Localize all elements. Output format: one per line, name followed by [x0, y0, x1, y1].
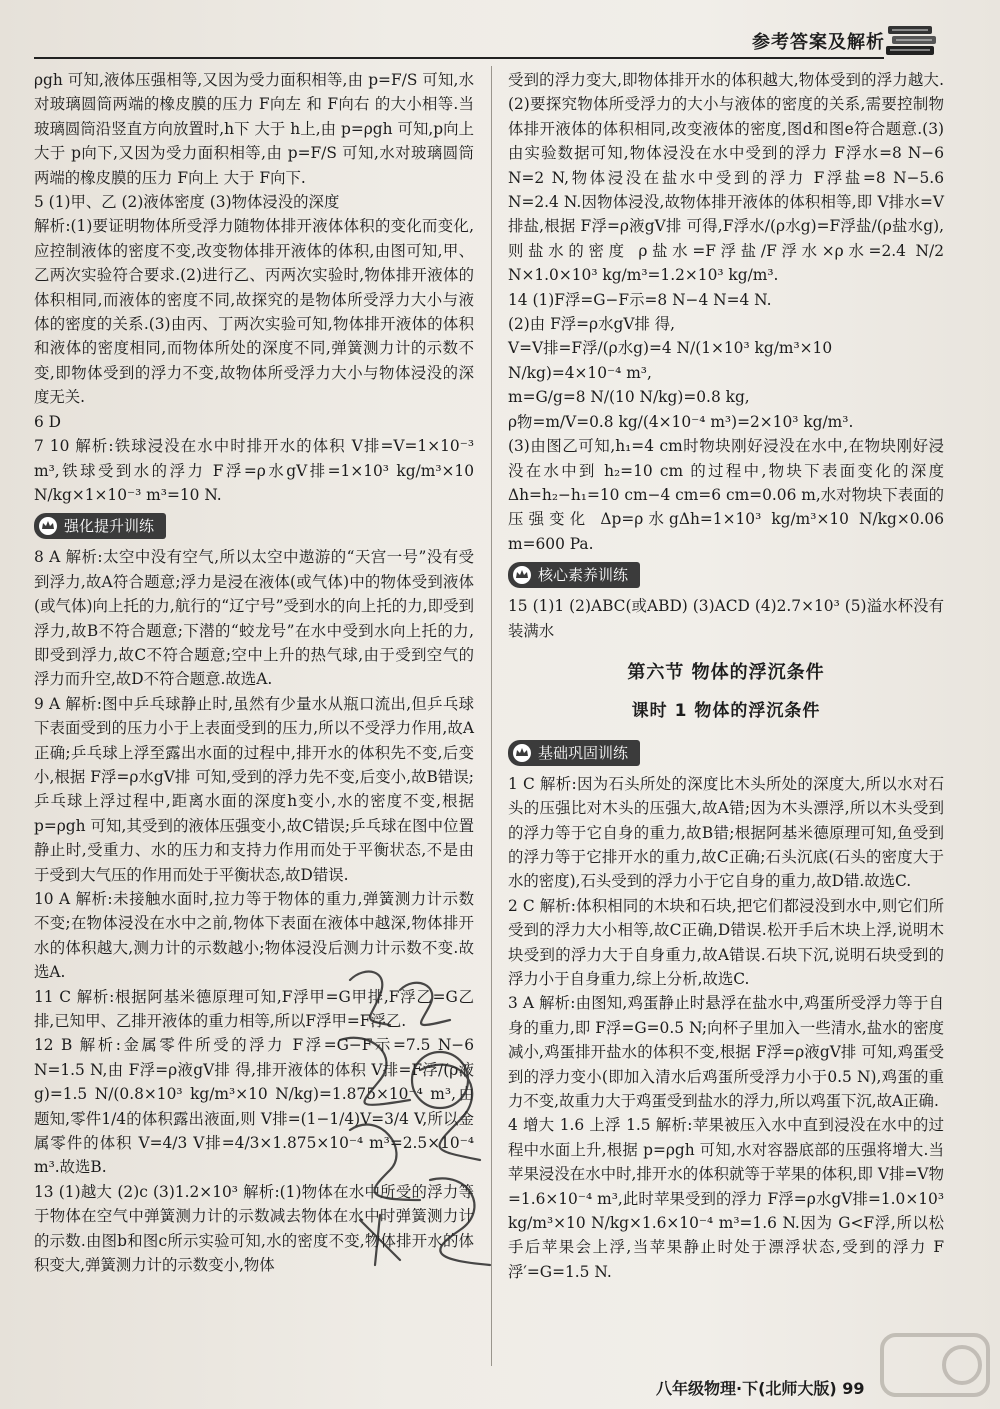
section-title: 第六节 物体的浮沉条件	[627, 661, 825, 683]
crown-icon	[512, 743, 532, 763]
answer-13-continuation: 受到的浮力变大,即物体排开水的体积越大,物体受到的浮力越大.(2)要探究物体所受浮力的大小与液体的密度的关系,需要控制物体排开液体的体积相同,改变液体的密度,图d和图e符合题意.(3)由实验数据可知,物体浸没在水中受到的浮力 F浮水=8 N−6 N=2 N,物体浸没在盐水中受到的浮力 F浮盐=8 N−5.6 N=2.4 N.因物体浸没,故物体排开液体的体积相等,即 V排水=V排盐,根据 F浮=ρ液gV排 可得,F浮水/(ρ水g)=F浮盐/(ρ盐水g),则盐水的密度 ρ盐水=F浮盐/F浮水×ρ水=2.4 N/2 N×1.0×10³ kg/m³=1.2×10³ kg/m³.	[508, 71, 944, 285]
answer-14-volume: V=V排=F浮/(ρ水g)=4 N/(1×10³ kg/m³×10 N/kg)=4×10⁻⁴ m³,	[508, 339, 833, 382]
answer-9: 9 A 解析:图中乒乓球静止时,虽然有少量水从瓶口流出,但乒乓球下表面受到的压力小于上表面受到的压力,所以不受浮力作用,故A正确;乒乓球上浮至露出水面的过程中,排开水的体积先不变,后变小,根据 F浮=ρ水gV排 可知,受到的浮力先不变,后变小,故B错误;乒乓球上浮过程中,距离水面的深度h变小,水的密度不变,根据 p=ρgh 可知,其受到的液体压强变小,故C错误;乒乓球在图中位置静止时,受重力、水的压力和支持力作用而处于平衡状态,不是由于受到大气压的作用而处于平衡状态,故D错误.	[34, 694, 474, 884]
section-label-text: 强化提升训练	[64, 517, 155, 536]
answer-5-analysis: 解析:(1)要证明物体所受浮力随物体排开液体体积的变化而变化,应控制液体的密度不变,改变物体排开液体的体积,由图可知,甲、乙两次实验符合要求.(2)进行乙、丙两次实验时,物体排开液体的体积相同,而液体的密度不同,故探究的是物体所受浮力大小与液体的密度的关系.(3)由丙、丁两次实验可知,物体排开液体的体积和液体的密度相同,而物体所处的深度不同,弹簧测力计的示数不变,即物体受到的浮力不变,故物体所受浮力大小与物体浸没的深度无关.	[34, 217, 474, 407]
answer-15: 15 (1)1 (2)ABC(或ABD) (3)ACD (4)2.7×10³ (5)溢水杯没有装满水	[508, 597, 944, 640]
page-footer: 八年级物理·下(北师大版) 99	[656, 1379, 865, 1398]
answer-12: 12 B 解析:金属零件所受的浮力 F浮=G−F示=7.5 N−6 N=1.5 N,由 F浮=ρ液gV排 得,排开液体的体积 V排=F浮/(ρ液g)=1.5 N/(0.8×10³ kg/m³×10 N/kg)=1.875×10⁻⁴ m³,由题知,零件1/4的体积露出液面,则 V排=(1−1/4)V=3/4 V,所以金属零件的体积 V=4/3 V排=4/3×1.875×10⁻⁴ m³=2.5×10⁻⁴ m³.故选B.	[34, 1036, 474, 1177]
lesson-answer-2: 2 C 解析:体积相同的木块和石块,把它们都浸没到水中,则它们所受到的浮力大小相等,故C正确,D错误.松开手后木块上浮,说明木块受到的浮力大于自身重力,故A错误.石块下沉,说明石块受到的浮力小于自身重力,综上分析,故选C.	[508, 896, 944, 988]
section-label-text: 基础巩固训练	[538, 743, 629, 762]
right-column	[508, 68, 944, 1284]
answer-14-mass: m=G/g=8 N/(10 N/kg)=0.8 kg,	[508, 388, 750, 407]
lesson-answer-4: 4 增大 1.6 上浮 1.5 解析:苹果被压入水中直到浸没在水中的过程中水面上升,根据 p=ρgh 可知,水对容器底部的压强将增大.当苹果浸没在水中时,排开水的体积就等于苹果的体积,即 V排=V物=1.6×10⁻⁴ m³,此时苹果受到的浮力 F浮=ρ水gV排=1.0×10³ kg/m³×10 N/kg×1.6×10⁻⁴ m³=1.6 N.因为 G<F浮,所以松手后苹果会上浮,当苹果静止时处于漂浮状态,受到的浮力 F浮′=G=1.5 N.	[508, 1116, 944, 1281]
answer-14-part-1: 14 (1)F浮=G−F示=8 N−4 N=4 N.	[508, 290, 772, 309]
header-title: 参考答案及解析	[752, 32, 885, 53]
site-logo-watermark	[880, 1325, 990, 1405]
handwritten-watermark	[320, 960, 510, 1280]
answer-13: 13 (1)越大 (2)c (3)1.2×10³ 解析:(1)物体在水中所受的浮力等于物体在空气中弹簧测力计的示数减去物体在水中时弹簧测力计的示数.由图b和图c所示实验可知,水的密度不变,物体排开水的体积变大,弹簧测力计的示数变小,物体	[34, 1182, 474, 1275]
answer-14-density: ρ物=m/V=0.8 kg/(4×10⁻⁴ m³)=2×10³ kg/m³.	[508, 412, 854, 431]
answer-5: 5 (1)甲、乙 (2)液体密度 (3)物体浸没的深度	[34, 193, 340, 212]
answer-14-part-3: (3)由图乙可知,h₁=4 cm时物块刚好浸没在水中,在物块刚好浸没在水中到 h₂=10 cm 的过程中,物块下表面变化的深度 Δh=h₂−h₁=10 cm−4 cm=6 cm=0.06 m,水对物块下表面的压强变化 Δp=ρ水gΔh=1×10³ kg/m³×10 N/kg×0.06 m=600 Pa.	[508, 437, 944, 553]
answer-7: 7 10 解析:铁球浸没在水中时排开水的体积 V排=V=1×10⁻³ m³,铁球受到水的浮力 F浮=ρ水gV排=1×10³ kg/m³×10 N/kg×1×10⁻³ m³=10 N.	[34, 437, 474, 504]
section-label-text: 核心素养训练	[538, 565, 629, 584]
answer-10: 10 A 解析:未接触水面时,拉力等于物体的重力,弹簧测力计示数不变;在物体浸没在水中之前,物体下表面在液体中越深,物体排开水的体积越大,测力计的示数越小;物体浸没后测力计示数不变.故选A.	[34, 890, 474, 982]
lesson-answer-3: 3 A 解析:由图知,鸡蛋静止时悬浮在盐水中,鸡蛋所受浮力等于自身的重力,即 F浮=G=0.5 N;向杯子里加入一些清水,盐水的密度减小,鸡蛋排开盐水的体积不变,根据 F浮=ρ液gV排 可知,鸡蛋受到的浮力变小(即加入清水后鸡蛋所受浮力小于0.5 N),鸡蛋的重力不变,故重力大于鸡蛋受到盐水的浮力,所以鸡蛋下沉,故A正确.	[508, 994, 944, 1111]
page-header	[0, 0, 1000, 64]
section-label-basic	[508, 740, 640, 766]
answer-6: 6 D	[34, 412, 62, 431]
lesson-title: 课时 1 物体的浮沉条件	[631, 701, 821, 722]
section-label-core	[508, 562, 640, 588]
header-rule	[34, 57, 884, 59]
crown-icon	[512, 565, 532, 585]
section-label-strengthen	[34, 513, 166, 539]
lesson-answer-1: 1 C 解析:因为石头所处的深度比木头所处的深度大,所以水对石头的压强比对木头的压强大,故A错;因为木头漂浮,所以木头受到的浮力等于它自身的重力,故B错;根据阿基米德原理可知,鱼受到的浮力等于它排开水的重力,故C正确;石头沉底(石头的密度大于水的密度),石头受到的浮力小于它自身的重力,故D错.故选C.	[508, 774, 944, 891]
answer-4-continuation: ρgh 可知,液体压强相等,又因为受力面积相等,由 p=F/S 可知,水对玻璃圆筒两端的橡皮膜的压力 F向左 和 F向右 的大小相等.当玻璃圆筒沿竖直方向放置时,h下 大于 h上,由 p=ρgh 可知,p向上 大于 p向下,又因为受力面积相等,由 p=F/S 可知,水对玻璃圆筒两端的橡皮膜的压力 F向上 大于 F向下.	[34, 71, 474, 187]
answer-8: 8 A 解析:太空中没有空气,所以太空中遨游的“天宫一号”没有受到浮力,故A符合题意;浮力是浸在液体(或气体)中的物体受到液体(或气体)向上托的力,航行的“辽宁号”受到水的向上托的力,即受到浮力,故B不符合题意;下潜的“蛟龙号”在水中受到水向上托的力,即受到浮力,故C不符合题意;空中上升的热气球,由于受到空气的浮力而升空,故D不符合题意.故选A.	[34, 548, 474, 689]
answer-11: 11 C 解析:根据阿基米德原理可知,F浮甲=G甲排,F浮乙=G乙排,已知甲、乙排开液体的重力相等,所以F浮甲=F浮乙.	[34, 987, 474, 1031]
answer-14-part-2: (2)由 F浮=ρ水gV排 得,	[508, 315, 676, 334]
books-icon	[884, 22, 944, 62]
crown-icon	[38, 516, 58, 536]
